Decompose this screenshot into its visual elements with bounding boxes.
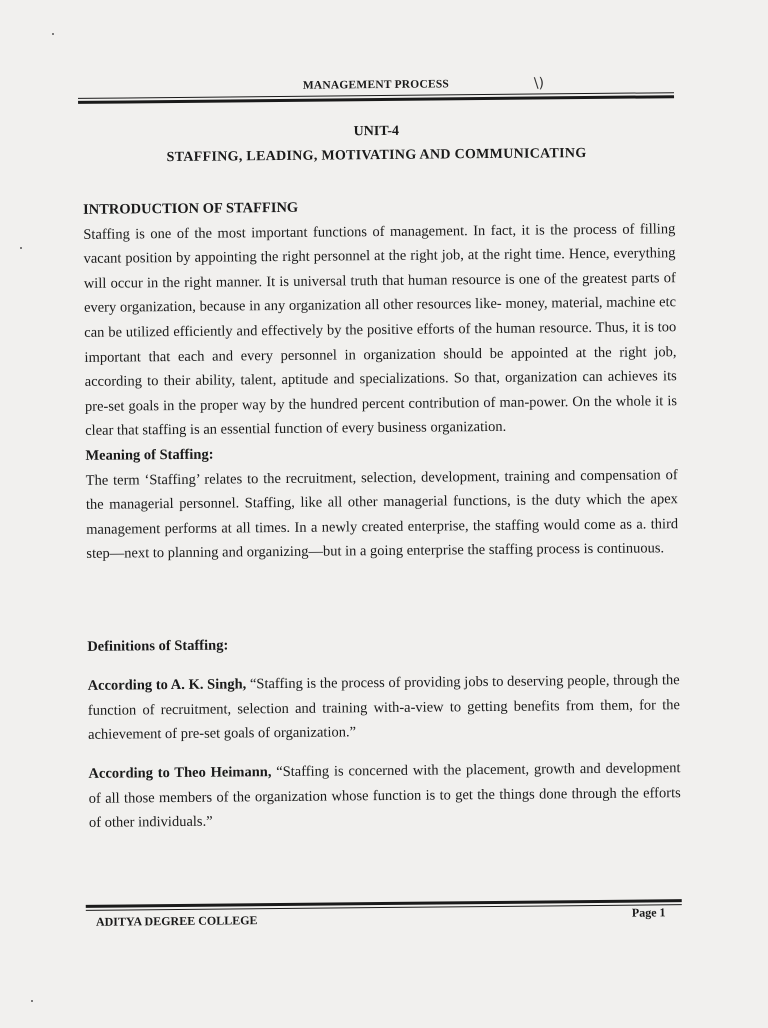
footer-college-name: ADITYA DEGREE COLLEGE <box>95 913 258 929</box>
scan-speck <box>52 33 54 35</box>
definition-singh <box>88 668 681 747</box>
meaning-paragraph: The term ‘Staffing’ relates to the recruitment, selection, development, training and compensation of the managerial personnel. Staffing, like all other managerial functions, is the duty which the apex management performs at all times. In a newly created enterprise, the staffing would come as a. third step—next to planning and organizing—but in a going enterprise the staffing process is continuous. <box>85 466 679 563</box>
scan-speck <box>20 247 22 249</box>
unit-title: STAFFING, LEADING, MOTIVATING AND COMMUNICATING <box>166 146 587 166</box>
running-header: MANAGEMENT PROCESS <box>302 78 450 92</box>
handwritten-mark: \) <box>533 75 545 92</box>
intro-heading: INTRODUCTION OF STAFFING <box>83 199 299 218</box>
footer-page-number: Page 1 <box>631 905 666 920</box>
intro-paragraph: Staffing is one of the most important functions of management. In fact, it is the process of filling vacant position by appointing the right personnel at the right job, at the right time. Hence, everything will occur in the right manner. It is universal truth that human resource is one of the greatest parts of every organization, because in any organization all other resources like- money, material, machine etc can be utilized efficiently and effectively by the positive efforts of the human resource. Thus, it is too important that each and every personnel in organization should be appointed at the right job, according to their ability, talent, aptitude and specializations. So that, organization can achieves its pre-set goals in the proper way by the hundred percent contribution of man-power. On the whole it is clear that staffing is an essential function of every business organization. <box>83 220 678 440</box>
intro-section <box>83 192 679 567</box>
unit-number: UNIT-4 <box>353 123 400 140</box>
scan-speck <box>31 1000 33 1002</box>
heimann-attribution: According to Theo Heimann, <box>88 764 272 782</box>
singh-attribution: According to A. K. Singh, <box>87 676 247 694</box>
heimann-definition: “Staffing is concerned with the placement, growth and development of all those members of the organization whose function is to get the things done through the efforts of other individuals.” <box>88 760 681 832</box>
definitions-section <box>87 629 679 659</box>
definition-heimann <box>88 756 681 835</box>
singh-definition: “Staffing is the process of providing jobs to deserving people, through the function of recruitment, selection and training with-a-view to getting benefits from them, for the achievement of pre-set goals of organization.” <box>87 672 680 744</box>
definitions-heading: Definitions of Staffing: <box>87 637 229 655</box>
meaning-heading: Meaning of Staffing: <box>85 446 214 464</box>
